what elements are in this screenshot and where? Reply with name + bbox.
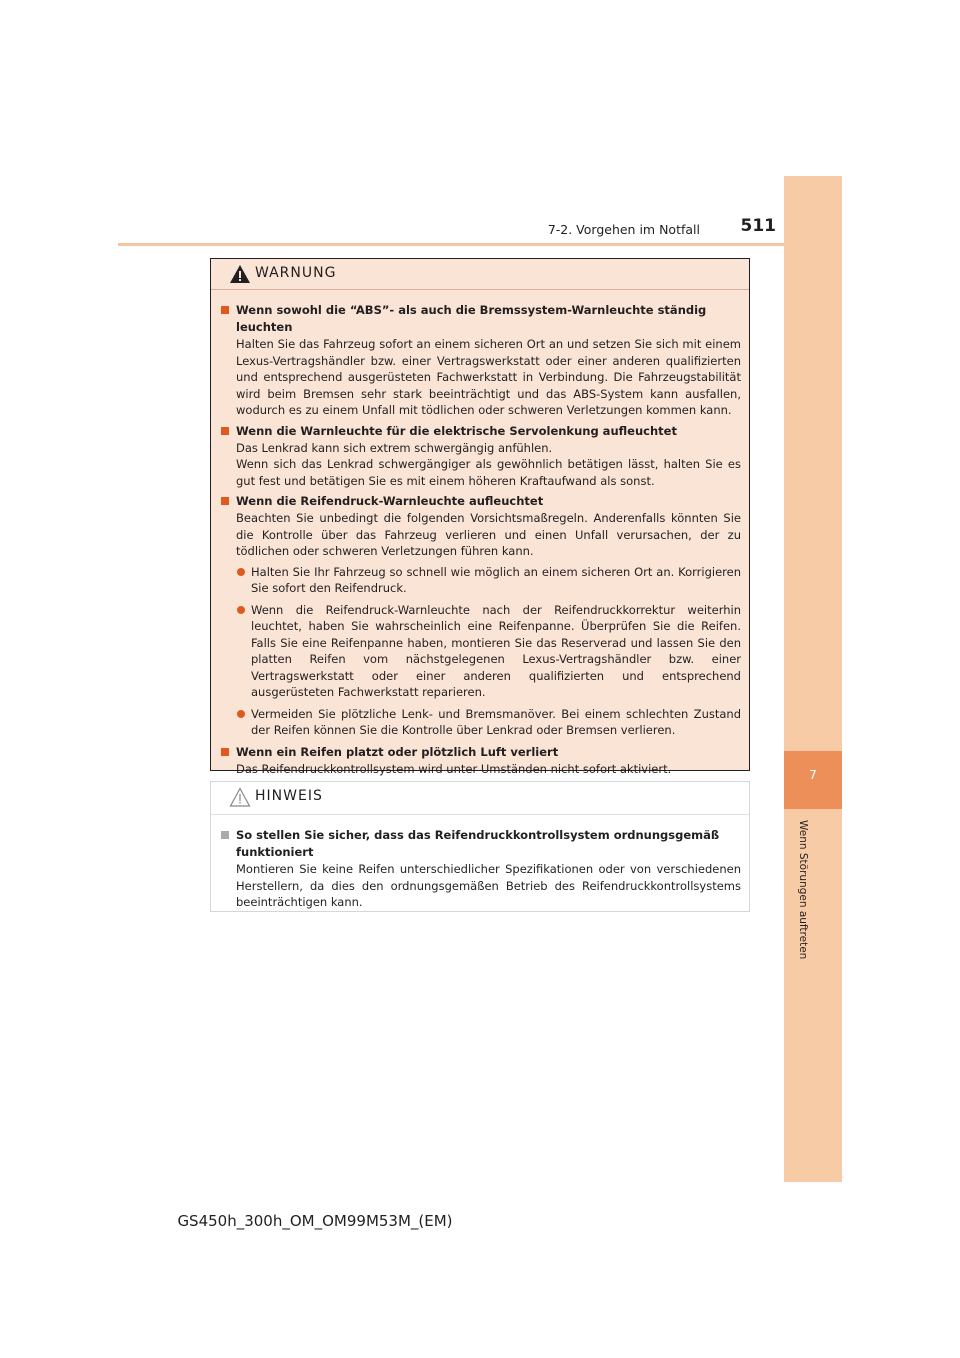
warning-paragraph: Halten Sie das Fahrzeug sofort an einem sicheren Ort an und setzen Sie sich mit einem Lexus-Vertragshändler bzw. einer Vertragswerkstatt oder einer anderen qualifizierten und entsprechend ausgerüsteten Fachwerkstatt in Verbindung. Die Fahrzeugstabilität wird beim Bremsen sehr stark beeinträchtigt und das ABS-System kann ausfallen, wodurch es zu einem Unfall mit tödlichen oder schweren Verletzungen kommen kann. xyxy=(236,337,741,417)
notice-box xyxy=(210,781,750,912)
square-bullet-icon xyxy=(221,427,229,435)
notice-header xyxy=(211,782,749,815)
warning-paragraph: Beachten Sie unbedingt die folgenden Vorsichtsmaßregeln. Anderenfalls könnten Sie die Kontrolle über das Fahrzeug verlieren und einen Unfall verursachen, der zu tödlichen oder schweren Verletzungen führen kann. xyxy=(236,511,741,558)
warning-heading: Wenn die Warnleuchte für die elektrische Servolenkung aufleuchtet xyxy=(219,423,741,440)
page-number: 511 xyxy=(740,216,776,236)
warning-heading: Wenn sowohl die “ABS”- als auch die Bremssystem-Warnleuchte ständig leuchten xyxy=(219,302,741,336)
chapter-side-tab xyxy=(784,176,842,1182)
list-item: Vermeiden Sie plötzliche Lenk- und Bremsmanöver. Bei einem schlechten Zustand der Reifen können Sie die Kontrolle über Lenkrad oder Bremsen verlieren. xyxy=(219,706,741,739)
warning-paragraph: Das Reifendruckkontrollsystem wird unter Umständen nicht sofort aktiviert. xyxy=(236,761,672,776)
chapter-number-tab[interactable]: 7 xyxy=(784,751,842,809)
square-bullet-icon xyxy=(221,497,229,505)
section-title: 7-2. Vorgehen im Notfall xyxy=(547,222,700,237)
square-bullet-icon xyxy=(221,831,229,839)
warning-content xyxy=(211,290,749,777)
notice-heading: So stellen Sie sicher, dass das Reifendruckkontrollsystem ordnungsgemäß funktioniert xyxy=(219,827,741,861)
header-rule xyxy=(118,243,842,246)
warning-triangle-icon xyxy=(229,264,251,284)
list-item: Halten Sie Ihr Fahrzeug so schnell wie möglich an einem sicheren Ort an. Korrigieren Sie sofort den Reifendruck. xyxy=(219,564,741,597)
warning-heading: Wenn die Reifendruck-Warnleuchte aufleuchtet xyxy=(219,493,741,510)
square-bullet-icon xyxy=(221,748,229,756)
notice-paragraph: Montieren Sie keine Reifen unterschiedlicher Spezifikationen oder von verschiedenen Herstellern, da dies den ordnungsgemäßen Betrieb des Reifendruckkontrollsystems beeinträchtigen kann. xyxy=(236,862,741,909)
document-code: GS450h_300h_OM_OM99M53M_(EM) xyxy=(177,1212,453,1230)
round-bullet-icon xyxy=(237,568,245,576)
round-bullet-icon xyxy=(237,710,245,718)
warning-paragraph: Das Lenkrad kann sich extrem schwergängig anfühlen. xyxy=(236,440,553,455)
square-bullet-icon xyxy=(221,306,229,314)
notice-title: HINWEIS xyxy=(255,788,323,804)
warning-title: WARNUNG xyxy=(255,265,337,281)
notice-content xyxy=(211,815,749,911)
warning-paragraph: Wenn sich das Lenkrad schwergängiger als gewöhnlich betätigen lässt, halten Sie es gut fest und betätigen Sie es mit einem höheren Kraftaufwand als sonst. xyxy=(236,457,741,488)
caution-triangle-icon xyxy=(229,787,251,807)
warning-heading: Wenn ein Reifen platzt oder plötzlich Luft verliert xyxy=(219,744,741,761)
warning-header xyxy=(211,259,749,290)
list-item: Wenn die Reifendruck-Warnleuchte nach der Reifendruckkorrektur weiterhin leuchtet, haben Sie wahrscheinlich eine Reifenpanne. Überprüfen Sie die Reifen. Falls Sie eine Reifenpanne haben, montieren Sie das Reserverad und lassen Sie den platten Reifen vom nächstgelegenen Lexus-Vertragshändler bzw. einer Vertragswerkstatt oder einer anderen qualifizierten und entsprechend ausgerüsteten Fachwerkstatt reparieren. xyxy=(219,602,741,701)
warning-box xyxy=(210,258,750,776)
chapter-label: Wenn Störungen auftreten xyxy=(797,820,809,960)
round-bullet-icon xyxy=(237,606,245,614)
